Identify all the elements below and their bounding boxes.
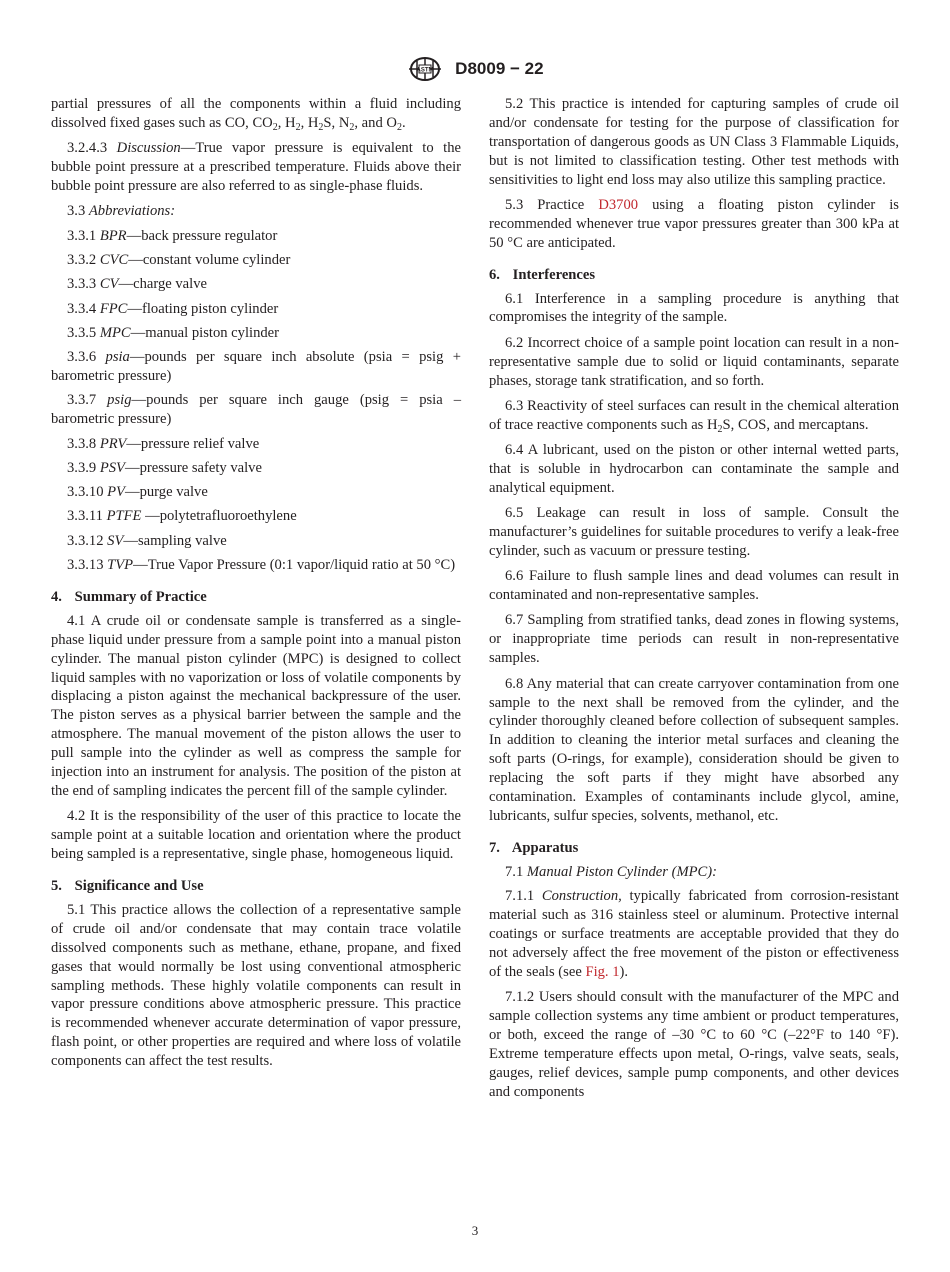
abbreviation-item: 3.3.3 CV—charge valve [67, 276, 207, 293]
paragraph-6-8: 6.8 Any material that can create carryover contamination from one sample to the next shall be removed from the cylinder, and the cylinder thoroughly cleaned before collection of subsequent samples. In addition to cleaning the interior metal surfaces and cleaning the soft parts (O-rings, for example), consideration should be given to replacing the soft parts if they might have absorbed any contamination. Examples of contaminants include glycol, amine, lubricants, sulfur species, solvents, methanol, etc. [489, 675, 899, 824]
document-designation: D8009 − 22 [455, 59, 544, 78]
paragraph-5-3: 5.3 Practice D3700 using a floating piston cylinder is recommended whenever true vapor pressures greater than 300 kPa at 50 °C are anticipated. [489, 196, 899, 251]
abbreviation-item: 3.3.5 MPC—manual piston cylinder [67, 324, 279, 341]
abbreviation-item: 3.3.7 psig—pounds per square inch gauge (psig = psia – barometric pressure) [51, 392, 461, 428]
abbreviation-item: 3.3.4 FPC—floating piston cylinder [67, 300, 279, 317]
paragraph-5-2: 5.2 This practice is intended for capturing samples of crude oil and/or condensate for testing for the purpose of classification for transportation of dangerous goods as UN Class 3 Flammable Liquids, but is not limited to classification testing. Other test methods with sensitivities to light end loss may also utilize this sampling practice. [489, 96, 899, 188]
paragraph-6-7: 6.7 Sampling from stratified tanks, dead zones in flowing systems, or inappropriate time periods can result in non-representative samples. [489, 612, 899, 667]
section-heading-7: 7. Apparatus [489, 839, 579, 856]
paragraph-7-1-2: 7.1.2 Users should consult with the manufacturer of the MPC and sample collection systems any time ambient or product temperatures, or both, exceed the range of –30 °C to 60 °C (–22°F to 140 °F). Extreme temperature effects upon metal, O-rings, valve seats, seals, gauges, relief devices, sample pump components, and other devices and components [489, 988, 899, 1100]
svg-text:ASTM: ASTM [416, 67, 434, 74]
section-heading-4: 4. Summary of Practice [51, 588, 207, 605]
figure-1-link[interactable]: Fig. 1 [585, 963, 620, 980]
paragraph-6-6: 6.6 Failure to flush sample lines and dead volumes can result in contaminated and non-representative samples. [489, 568, 899, 604]
paragraph-6-1: 6.1 Interference in a sampling procedure is anything that compromises the integrity of the sample. [489, 290, 899, 326]
astm-logo-icon [406, 55, 444, 83]
abbreviation-item: 3.3.12 SV—sampling valve [67, 532, 227, 549]
paragraph-5-1: 5.1 This practice allows the collection of a representative sample of crude oil and/or condensate that may contain trace volatile dissolved components such as methane, ethane, propane, and fixed gases that would normally be lost using conventional atmospheric sampling methods. These highly volatile components can result in vapor pressure conditions above atmospheric pressure. This practice is recommended whenever accurate determination of vapor pressure, flash point, or other properties are required and where loss of volatile components can affect the test results. [51, 901, 461, 1070]
subsection-7-1: 7.1 Manual Piston Cylinder (MPC): [505, 863, 717, 880]
paragraph-6-5: 6.5 Leakage can result in loss of sample. Consult the manufacturer’s guidelines for suitable procedures to verify a leak-free cylinder, such as vacuum or pressure testing. [489, 505, 899, 559]
abbreviation-item: 3.3.2 CVC—constant volume cylinder [67, 251, 291, 268]
abbreviation-item: 3.3.6 psia—pounds per square inch absolute (psia = psig + barometric pressure) [51, 349, 461, 384]
d3700-link[interactable]: D3700 [598, 196, 639, 213]
paragraph-6-2: 6.2 Incorrect choice of a sample point location can result in a non-representative sample due to solid or liquid contaminants, separate phases, storage tank stratification, and so forth. [489, 334, 899, 389]
paragraph-4-1: 4.1 A crude oil or condensate sample is transferred as a single-phase liquid under pressure from a sample point into a manual piston cylinder. The manual piston cylinder (MPC) is designed to collect liquid samples with no vaporization or loss of volatile components by displacing a piston against the mechanical backpressure of the user. The piston serves as a physical barrier between the sample and the atmosphere. The manual movement of the piston allows the user to pull sample into the cylinder as well as compress the sample for injection into an instrument for analysis. The position of the piston at the end of sampling indicates the percent fill of the sample cylinder. [51, 612, 461, 799]
right-column [489, 95, 899, 1108]
page-number: 3 [471, 1223, 479, 1238]
abbreviation-item: 3.3.13 TVP—True Vapor Pressure (0:1 vapor/liquid ratio at 50 °C) [67, 556, 456, 573]
paragraph-3-2-4-3: 3.2.4.3 Discussion—True vapor pressure is equivalent to the bubble point pressure at a prescribed temperature. Fluids above their bubble point pressure are also referred to as single-phase fluids. [51, 140, 462, 195]
page-header [0, 55, 950, 83]
abbreviation-item: 3.3.10 PV—purge valve [67, 484, 208, 501]
paragraph-6-4: 6.4 A lubricant, used on the piston or other internal wetted parts, that is soluble in hydrocarbon can contaminate the sample and analytical equipment. [489, 442, 899, 496]
paragraph-6-3: 6.3 Reactivity of steel surfaces can result in the chemical alteration of trace reactive components such as $H_2S$, COS, and mercaptans. [489, 397, 899, 435]
paragraph-7-1-1: 7.1.1 Construction, typically fabricated from corrosion-resistant material such as 316 stainless steel or aluminum. Protective internal coatings or surface treatments are acceptable provided that they do not adversely affect the free movement of the piston or effectiveness of the seals (see Fig. 1). [489, 888, 899, 980]
section-heading-6: 6. Interferences [489, 266, 596, 283]
abbreviation-item: 3.3.1 BPR—back pressure regulator [67, 227, 278, 244]
abbreviation-item: 3.3.9 PSV—pressure safety valve [67, 459, 262, 476]
left-column [51, 95, 461, 1077]
abbreviation-item: 3.3.11 PTFE —polytetrafluoroethylene [67, 508, 297, 525]
paragraph-continuation: partial pressures of all the components within a fluid including dissolved fixed gases such as CO, $CO_2$, $H_2$, $H_2S$, $N_2$, and $O_2$. [51, 96, 461, 133]
abbreviation-item: 3.3.8 PRV—pressure relief valve [67, 435, 260, 452]
paragraph-4-2: 4.2 It is the responsibility of the user of this practice to locate the sample point at a suitable location and orientation where the product being sampled is a representative, single phase, homogeneous liquid. [51, 808, 461, 863]
subsection-3-3: 3.3 Abbreviations: [67, 203, 176, 220]
section-heading-5: 5. Significance and Use [51, 877, 204, 894]
